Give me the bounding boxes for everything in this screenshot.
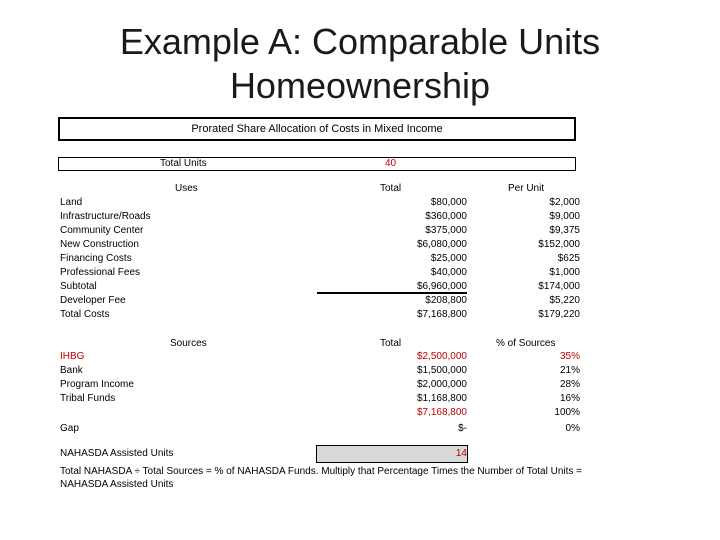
sources-row-total: $7,168,800 xyxy=(416,407,467,418)
sources-row xyxy=(0,392,720,406)
uses-row-total: $6,080,000 xyxy=(416,239,467,250)
uses-row-total: $40,000 xyxy=(430,267,467,278)
title-line-1: Example A: Comparable Units xyxy=(119,21,601,62)
sources-row-label: Program Income xyxy=(60,379,134,390)
header-box xyxy=(58,117,576,141)
sources-row-total: $- xyxy=(458,423,467,434)
uses-row-label: Subtotal xyxy=(60,281,97,292)
uses-row xyxy=(0,266,720,280)
title-line-2: Homeownership xyxy=(229,65,491,106)
uses-row xyxy=(0,294,720,308)
nahasda-label: NAHASDA Assisted Units xyxy=(60,448,174,459)
sources-row-pct: 16% xyxy=(559,393,580,404)
sources-row-label: Bank xyxy=(60,365,83,376)
total-units-label: Total Units xyxy=(160,158,207,169)
sources-row-total: $2,000,000 xyxy=(416,379,467,390)
uses-row-total: $25,000 xyxy=(430,253,467,264)
uses-row-per-unit: $9,000 xyxy=(549,211,580,222)
sources-pct-header: % of Sources xyxy=(496,338,556,349)
uses-column-label: Uses xyxy=(175,183,198,194)
nahasda-note: Total NAHASDA ÷ Total Sources = % of NAHASDA Funds. Multiply that Percentage Times the Number of Total Units = NAHASDA Assisted Units xyxy=(60,466,583,490)
sources-row-pct: 0% xyxy=(565,423,580,434)
uses-row xyxy=(0,210,720,224)
uses-row-label: Land xyxy=(60,197,83,208)
total-units-value: 40 xyxy=(385,158,397,169)
sources-row-pct: 28% xyxy=(559,379,580,390)
uses-row-label: Financing Costs xyxy=(60,253,132,264)
sources-total-header: Total xyxy=(380,338,402,349)
uses-row-per-unit: $2,000 xyxy=(549,197,580,208)
slide-title xyxy=(0,20,720,108)
uses-row-per-unit: $5,220 xyxy=(549,295,580,306)
sources-row-label: Tribal Funds xyxy=(60,393,116,404)
uses-row xyxy=(0,252,720,266)
uses-row-per-unit: $625 xyxy=(557,253,580,264)
uses-row-per-unit: $152,000 xyxy=(538,239,580,250)
uses-row-label: Total Costs xyxy=(60,309,110,320)
uses-row-total: $7,168,800 xyxy=(416,309,467,320)
uses-row-label: Infrastructure/Roads xyxy=(60,211,151,222)
uses-row xyxy=(0,196,720,210)
sources-row-total: $2,500,000 xyxy=(416,351,467,362)
sources-row-label: Gap xyxy=(60,423,79,434)
uses-row-per-unit: $9,375 xyxy=(549,225,580,236)
uses-row xyxy=(0,224,720,238)
uses-per-unit-header: Per Unit xyxy=(508,183,545,194)
uses-row-per-unit: $174,000 xyxy=(538,281,580,292)
sources-row xyxy=(0,364,720,378)
sources-row-label: IHBG xyxy=(60,351,85,362)
sources-row-total: $1,500,000 xyxy=(416,365,467,376)
uses-row-total: $6,960,000 xyxy=(416,281,467,292)
uses-row-total: $208,800 xyxy=(425,295,467,306)
uses-row-total: $80,000 xyxy=(430,197,467,208)
sources-row xyxy=(0,406,720,420)
sources-row xyxy=(0,350,720,364)
sources-row xyxy=(0,422,720,436)
uses-row xyxy=(0,308,720,322)
sources-column-label: Sources xyxy=(170,338,207,349)
uses-row-label: New Construction xyxy=(60,239,139,250)
sources-row-pct: 21% xyxy=(559,365,580,376)
sources-row-pct: 35% xyxy=(559,351,580,362)
uses-row-label: Developer Fee xyxy=(60,295,126,306)
uses-row-total: $360,000 xyxy=(425,211,467,222)
uses-total-header: Total xyxy=(380,183,402,194)
total-units-box xyxy=(58,157,576,171)
uses-row-label: Community Center xyxy=(60,225,144,236)
nahasda-value: 14 xyxy=(455,448,467,459)
header-box-label: Prorated Share Allocation of Costs in Mixed Income xyxy=(191,123,443,135)
uses-row xyxy=(0,238,720,252)
sources-row-total: $1,168,800 xyxy=(416,393,467,404)
uses-row-per-unit: $179,220 xyxy=(538,309,580,320)
uses-row-per-unit: $1,000 xyxy=(549,267,580,278)
sources-row-pct: 100% xyxy=(554,407,580,418)
uses-row-label: Professional Fees xyxy=(60,267,141,278)
sources-row xyxy=(0,378,720,392)
uses-row-total: $375,000 xyxy=(425,225,467,236)
